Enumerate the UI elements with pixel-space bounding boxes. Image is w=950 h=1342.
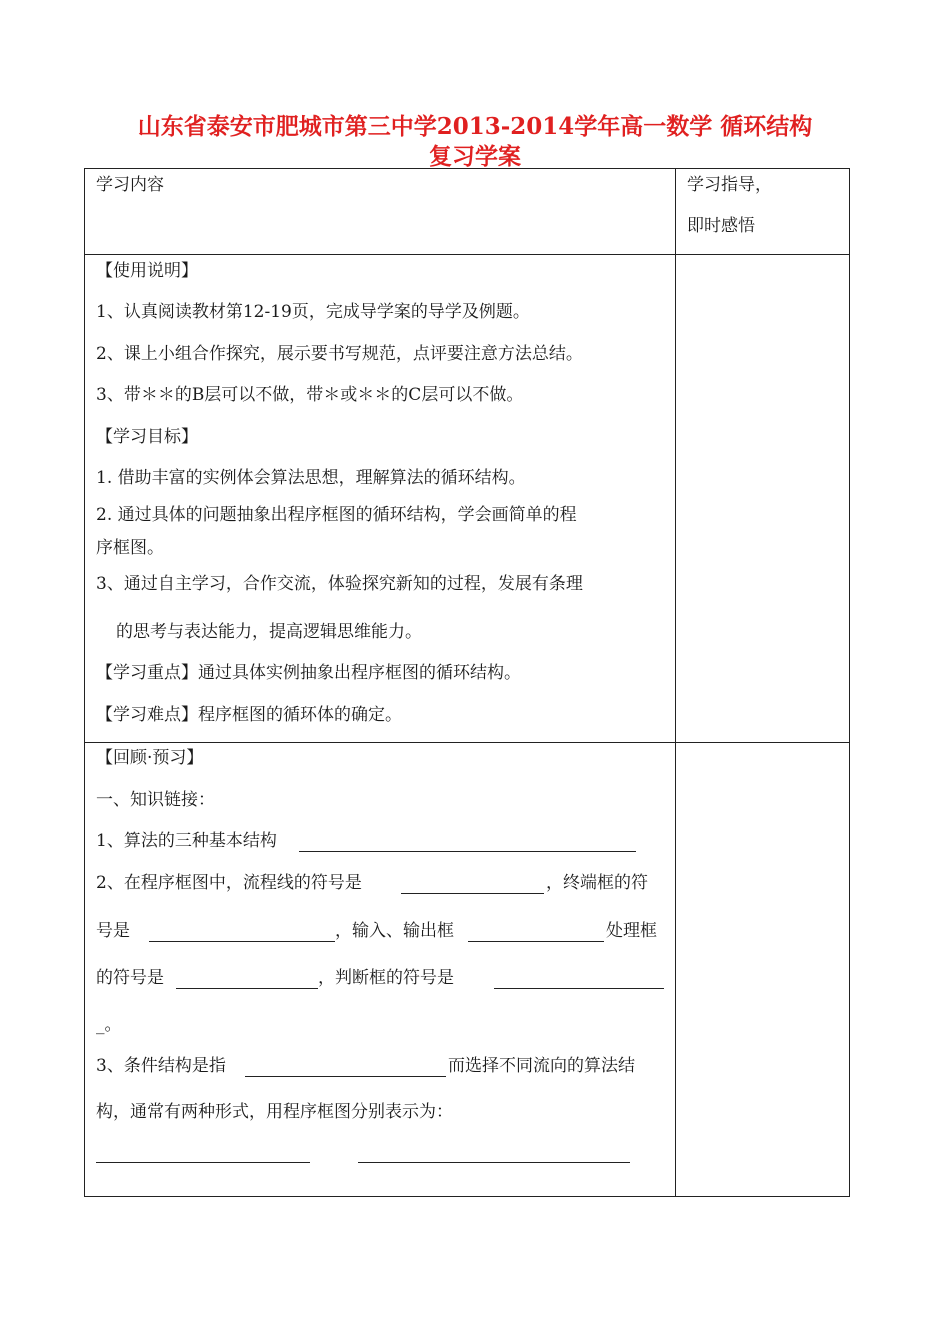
question-2-part-1: 2、在程序框图中，流程线的符号是 [96, 873, 362, 893]
question-2-part-2: ，终端框的符 [546, 873, 648, 893]
question-3-part-1: 3、条件结构是指 [96, 1056, 226, 1076]
question-2-part-6: 的符号是 [96, 968, 164, 988]
question-2-end: _。 [96, 1015, 122, 1035]
question-3-part-3: 构，通常有两种形式，用程序框图分别表示为： [96, 1102, 453, 1122]
objectives-heading: 【学习目标】 [96, 427, 198, 447]
row-divider-header [85, 254, 849, 255]
instruction-item: 3、带＊＊的B层可以不做，带＊或＊＊的C层可以不做。 [96, 385, 524, 405]
review-heading: 【回顾·预习】 [96, 748, 204, 768]
key-point-text: 通过具体实例抽象出程序框图的循环结构。 [198, 663, 521, 683]
question-2-part-4: ，输入、输出框 [335, 921, 454, 941]
key-point-row [96, 662, 521, 684]
terminal-symbol-blank[interactable] [149, 941, 335, 942]
decision-symbol-blank[interactable] [494, 988, 664, 989]
instruction-item: 2、课上小组合作探究，展示要书写规范，点评要注意方法总结。 [96, 344, 583, 364]
objective-item-3-line-1: 3、通过自主学习，合作交流，体验探究新知的过程，发展有条理 [96, 574, 583, 594]
question-2-part-5: 处理框 [606, 921, 657, 941]
difficulty-row [96, 704, 402, 726]
guide-column-header-line-1: 学习指导， [687, 175, 772, 195]
content-column-header: 学习内容 [96, 175, 164, 195]
key-point-label: 【学习重点】 [96, 663, 198, 683]
objective-item-2-line-1: 2. 通过具体的问题抽象出程序框图的循环结构，学会画简单的程 [96, 505, 577, 525]
document-title-line-2: 复习学案 [429, 143, 521, 170]
row-divider-objectives [85, 742, 849, 743]
knowledge-link-heading: 一、知识链接： [96, 790, 215, 810]
process-symbol-blank[interactable] [176, 988, 318, 989]
flowchart-answer-blank-1[interactable] [96, 1162, 310, 1163]
instructions-heading: 【使用说明】 [96, 261, 198, 281]
question-1-blank[interactable] [299, 851, 636, 852]
objective-item-2-line-2: 序框图。 [96, 538, 164, 558]
question-3-part-2: 而选择不同流向的算法结 [448, 1056, 635, 1076]
difficulty-text: 程序框图的循环体的确定。 [198, 705, 402, 725]
condition-structure-blank[interactable] [245, 1076, 446, 1077]
instruction-item: 1、认真阅读教材第12-19页，完成导学案的导学及例题。 [96, 302, 530, 322]
question-2-part-3: 号是 [96, 921, 130, 941]
guide-column-header-line-2: 即时感悟 [687, 216, 755, 236]
question-2-part-7: ，判断框的符号是 [318, 968, 454, 988]
difficulty-label: 【学习难点】 [96, 705, 198, 725]
column-divider [675, 169, 676, 1196]
objective-item-1: 1. 借助丰富的实例体会算法思想，理解算法的循环结构。 [96, 468, 526, 488]
study-plan-table [84, 168, 850, 1197]
flow-line-symbol-blank[interactable] [401, 893, 544, 894]
question-1-text: 1、算法的三种基本结构 [96, 831, 277, 851]
flowchart-answer-blank-2[interactable] [358, 1162, 630, 1163]
document-title-line-1: 山东省泰安市肥城市第三中学2013-2014学年高一数学 循环结构 [137, 113, 813, 140]
io-symbol-blank[interactable] [468, 941, 604, 942]
objective-item-3-line-2: 的思考与表达能力，提高逻辑思维能力。 [116, 622, 422, 642]
